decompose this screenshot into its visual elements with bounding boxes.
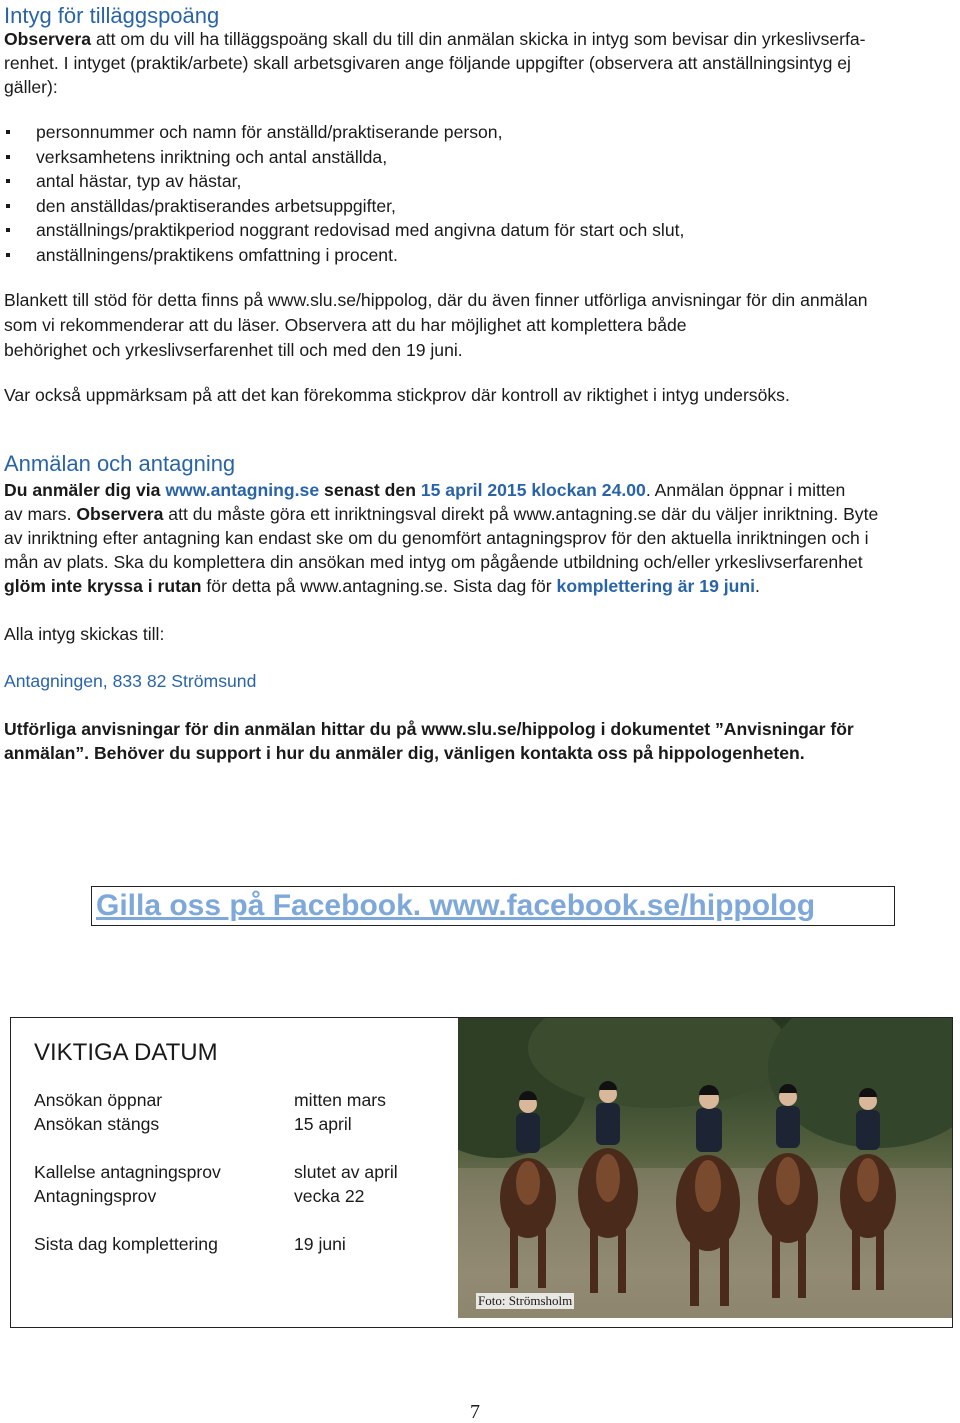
section-heading-anmalan: Anmälan och antagning bbox=[4, 451, 236, 476]
list-item: den anställdas/praktiserandes arbetsuppgifter, bbox=[4, 194, 684, 219]
date-value: 19 juni bbox=[294, 1234, 346, 1254]
riders-photo bbox=[458, 1018, 952, 1318]
list-item: anställnings/praktikperiod noggrant redovisad med angivna datum för start och slut, bbox=[4, 218, 684, 243]
intro-line-2: renhet. I intyget (praktik/arbete) skall arbetsgivaren ange följande uppgifter (observera att anställningsintyg ej bbox=[4, 53, 851, 73]
address: Antagningen, 833 82 Strömsund bbox=[4, 671, 257, 691]
anmalan-line-1-rest: . Anmälan öppnar i mitten bbox=[645, 480, 846, 500]
anmalan-line-3: av inriktning efter antagning kan endast ske om du genomfört antagningsprov för den aktuella inriktningen och i bbox=[4, 528, 869, 548]
anmalan-line-5 bbox=[4, 575, 952, 599]
intro-line-1-rest: att om du vill ha tilläggspoäng skall du till din anmälan skicka in intyg som bevisar din yrkeslivserfa- bbox=[91, 29, 866, 49]
date-label: Ansökan öppnar bbox=[34, 1090, 163, 1110]
intyg-label: Alla intyg skickas till: bbox=[4, 624, 165, 644]
photo-caption: Foto: Strömsholm bbox=[478, 1293, 573, 1308]
instructions-bold-1: Utförliga anvisningar för din anmälan hittar du på www.slu.se/hippolog i dokumentet ”Anvisningar för bbox=[4, 719, 854, 739]
anmalan-line-2 bbox=[4, 503, 952, 527]
glom-inte-bold: glöm inte kryssa i rutan bbox=[4, 576, 202, 596]
page-number: 7 bbox=[470, 1401, 480, 1423]
date-label: Antagningsprov bbox=[34, 1186, 157, 1206]
instructions-bold-2: anmälan”. Behöver du support i hur du anmäler dig, vänligen kontakta oss på hippologenheten. bbox=[4, 743, 805, 763]
facebook-banner bbox=[91, 886, 895, 926]
requirements-list bbox=[4, 120, 684, 268]
anmalan-line-2-rest: att du måste göra ett inriktningsval direkt på www.antagning.se där du väljer inriktning. Byte bbox=[163, 504, 879, 524]
intro-line-1 bbox=[4, 28, 952, 52]
date-value: slutet av april bbox=[294, 1162, 398, 1182]
dates-title: VIKTIGA DATUM bbox=[34, 1039, 218, 1066]
blankett-line-2: som vi rekommenderar att du läser. Observera att du har möjlighet att komplettera både bbox=[4, 315, 687, 335]
instructions-line-1 bbox=[4, 718, 952, 742]
blankett-line-3: behörighet och yrkeslivserfarenhet till och med den 19 juni. bbox=[4, 340, 463, 360]
anmalan-line-5-d: . bbox=[755, 576, 760, 596]
list-item: antal hästar, typ av hästar, bbox=[4, 169, 684, 194]
section-heading-intyg: Intyg för tilläggspoäng bbox=[4, 3, 220, 28]
date-label: Ansökan stängs bbox=[34, 1114, 160, 1134]
observera-bold-2: Observera bbox=[76, 504, 164, 524]
date-value: mitten mars bbox=[294, 1090, 386, 1110]
list-item: anställningens/praktikens omfattning i procent. bbox=[4, 243, 684, 268]
horses-illustration bbox=[458, 1018, 952, 1318]
date-label: Kallelse antagningsprov bbox=[34, 1162, 221, 1182]
deadline-date: 15 april 2015 klockan 24.00 bbox=[420, 480, 646, 500]
list-item: verksamhetens inriktning och antal anställda, bbox=[4, 145, 684, 170]
date-label: Sista dag komplettering bbox=[34, 1234, 218, 1254]
observera-bold: Observera bbox=[4, 29, 92, 49]
anmalan-bold-c: senast den bbox=[319, 480, 421, 500]
anmalan-line-1 bbox=[4, 479, 952, 503]
intro-line-3: gäller): bbox=[4, 77, 58, 97]
anmalan-bold-a: Du anmäler dig via bbox=[4, 480, 166, 500]
facebook-link[interactable]: Gilla oss på Facebook. www.facebook.se/hippolog bbox=[96, 889, 816, 922]
stickprov-text: Var också uppmärksam på att det kan förekomma stickprov där kontroll av riktighet i intyg undersöks. bbox=[4, 385, 790, 405]
komplettering-deadline: komplettering är 19 juni bbox=[556, 576, 756, 596]
date-value: 15 april bbox=[294, 1114, 352, 1134]
instructions-line-2 bbox=[4, 742, 952, 766]
blankett-line-1: Blankett till stöd för detta finns på www.slu.se/hippolog, där du även finner utförliga anvisningar för din anmälan bbox=[4, 290, 868, 310]
anmalan-line-4: mån av plats. Ska du komplettera din ansökan med intyg om pågående utbildning och/eller yrkeslivserfarenhet bbox=[4, 552, 863, 572]
anmalan-line-2-a: av mars. bbox=[4, 504, 77, 524]
date-value: vecka 22 bbox=[294, 1186, 365, 1206]
list-item: personnummer och namn för anställd/praktiserande person, bbox=[4, 120, 684, 145]
anmalan-line-5-b: för detta på www.antagning.se. Sista dag för bbox=[201, 576, 557, 596]
antagning-link[interactable]: www.antagning.se bbox=[165, 480, 320, 500]
